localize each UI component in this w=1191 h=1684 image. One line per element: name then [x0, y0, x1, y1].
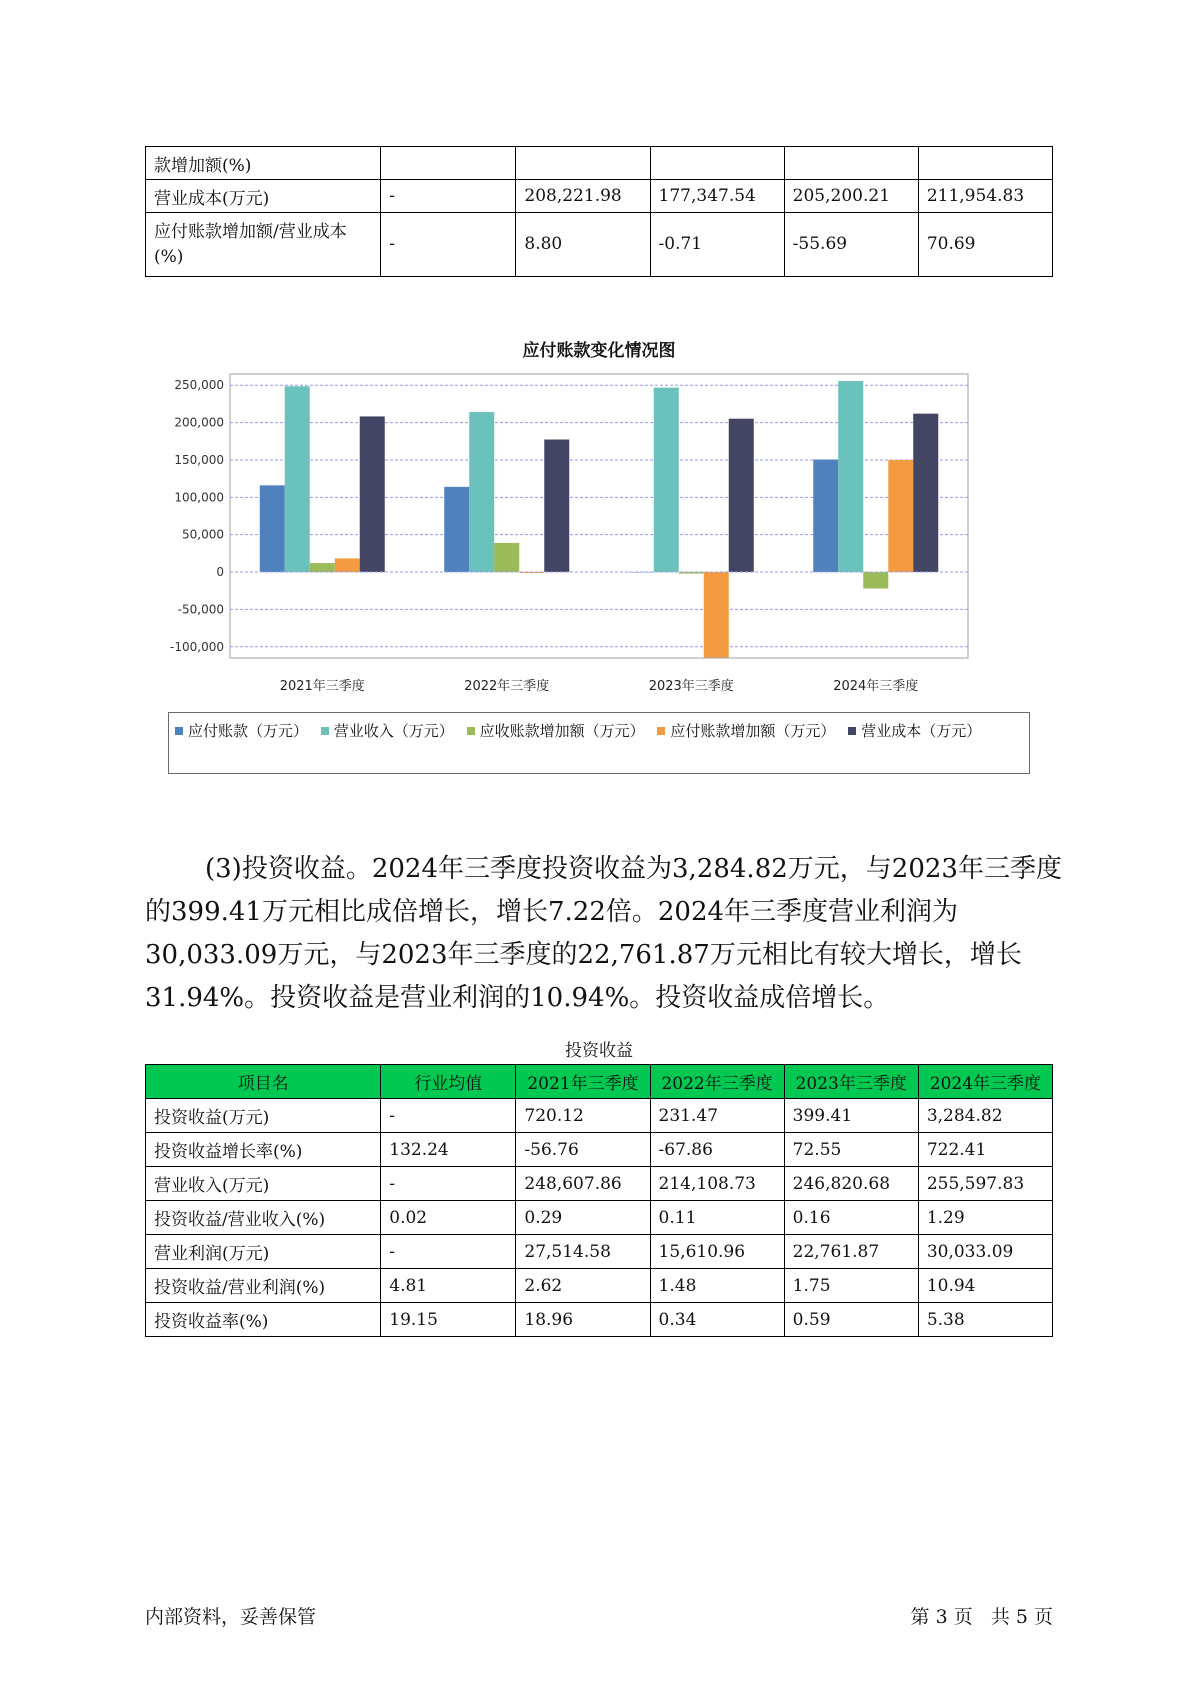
table-cell: 214,108.73: [650, 1167, 784, 1201]
column-header: 行业均值: [381, 1065, 516, 1099]
x-tick-label: 2023年三季度: [648, 679, 734, 694]
table-cell: -: [381, 180, 516, 213]
table-cell: [650, 147, 784, 180]
bar: [838, 381, 863, 572]
table-row: [146, 147, 1053, 180]
table-cell: 8.80: [516, 213, 650, 277]
table-cell: [516, 147, 650, 180]
table-cell: 205,200.21: [784, 180, 918, 213]
row-label: 营业利润(万元): [146, 1235, 381, 1269]
table-cell: 246,820.68: [784, 1167, 918, 1201]
bar: [494, 543, 519, 572]
table-cell: 722.41: [918, 1133, 1052, 1167]
chart-legend: [168, 712, 1030, 774]
row-label: 款增加额(%): [146, 147, 381, 180]
table-cell: 1.75: [784, 1269, 918, 1303]
table-row: [146, 180, 1053, 213]
row-label: 营业收入(万元): [146, 1167, 381, 1201]
bar: [335, 558, 360, 572]
table-cell: 27,514.58: [516, 1235, 650, 1269]
row-label: 投资收益率(%): [146, 1303, 381, 1337]
y-tick-label: -50,000: [177, 602, 224, 617]
y-tick-label: 100,000: [174, 490, 224, 505]
investment-paragraph: (3)投资收益。2024年三季度投资收益为3,284.82万元，与2023年三季度的399.41万元相比成倍增长，增长7.22倍。2024年三季度营业利润为30,033.09万元，与2023年三季度的22,761.87万元相比有较大增长，增长31.94%。投资收益是营业利润的10.94%。投资收益成倍增长。: [145, 854, 1062, 1013]
row-label: 投资收益/营业收入(%): [146, 1201, 381, 1235]
bar: [813, 460, 838, 572]
bar: [654, 388, 679, 572]
table-cell: 720.12: [516, 1099, 650, 1133]
legend-label: 营业成本（万元）: [861, 722, 982, 740]
footer-page-number: 第 3 页 共 5 页: [910, 1606, 1053, 1628]
bar: [260, 485, 285, 572]
chart-title: 应付账款变化情况图: [522, 341, 676, 361]
bar: [444, 487, 469, 572]
bar: [863, 572, 888, 588]
table-row: [146, 1099, 1053, 1133]
legend-item: [848, 720, 981, 741]
y-tick-label: 250,000: [174, 378, 224, 393]
table-cell: 2.62: [516, 1269, 650, 1303]
column-header: 2022年三季度: [650, 1065, 784, 1099]
table-cell: 1.48: [650, 1269, 784, 1303]
footer-confidential-note: 内部资料，妥善保管: [145, 1606, 317, 1628]
table-cell: -: [381, 1167, 516, 1201]
table-cell: [381, 147, 516, 180]
legend-swatch: [321, 727, 329, 735]
table-cell: 19.15: [381, 1303, 516, 1337]
table-cell: 4.81: [381, 1269, 516, 1303]
bar: [360, 416, 385, 572]
bar: [729, 419, 754, 572]
table-row: [146, 1235, 1053, 1269]
table-cell: [918, 147, 1052, 180]
table-cell: 0.16: [784, 1201, 918, 1235]
table-cell: 1.29: [918, 1201, 1052, 1235]
bar: [469, 412, 494, 572]
table-cell: -: [381, 1099, 516, 1133]
bar: [544, 440, 569, 573]
row-label: 应付账款增加额/营业成本(%): [146, 213, 381, 277]
legend-item: [175, 720, 308, 741]
payables-bar-chart: [160, 370, 1030, 710]
table-cell: 72.55: [784, 1133, 918, 1167]
y-tick-label: 50,000: [182, 527, 224, 542]
y-tick-label: -100,000: [170, 639, 224, 654]
table-cell: 18.96: [516, 1303, 650, 1337]
row-label: 投资收益(万元): [146, 1099, 381, 1133]
legend-swatch: [848, 727, 856, 735]
x-tick-label: 2021年三季度: [279, 679, 365, 694]
investment-income-table: [145, 1064, 1053, 1337]
legend-swatch: [467, 727, 475, 735]
table-row: [146, 1133, 1053, 1167]
column-header: 项目名: [146, 1065, 381, 1099]
table-cell: 22,761.87: [784, 1235, 918, 1269]
bar: [704, 572, 729, 657]
table-cell: 5.38: [918, 1303, 1052, 1337]
table-cell: 30,033.09: [918, 1235, 1052, 1269]
table-row: [146, 1303, 1053, 1337]
table-cell: 177,347.54: [650, 180, 784, 213]
table-cell: -55.69: [784, 213, 918, 277]
legend-swatch: [657, 727, 665, 735]
legend-label: 营业收入（万元）: [333, 722, 454, 740]
table-cell: 0.29: [516, 1201, 650, 1235]
table-cell: 211,954.83: [918, 180, 1052, 213]
table-cell: 15,610.96: [650, 1235, 784, 1269]
table-cell: -0.71: [650, 213, 784, 277]
column-header: 2021年三季度: [516, 1065, 650, 1099]
legend-item: [321, 720, 454, 741]
legend-item: [467, 720, 645, 741]
bar: [285, 386, 310, 572]
table-cell: 132.24: [381, 1133, 516, 1167]
legend-label: 应收账款增加额（万元）: [479, 722, 645, 740]
table-cell: 70.69: [918, 213, 1052, 277]
table-row: [146, 213, 1053, 277]
table-cell: 10.94: [918, 1269, 1052, 1303]
table-cell: 0.11: [650, 1201, 784, 1235]
table-cell: [784, 147, 918, 180]
bar: [310, 563, 335, 572]
x-tick-label: 2022年三季度: [464, 679, 550, 694]
table-cell: 231.47: [650, 1099, 784, 1133]
legend-label: 应付账款（万元）: [188, 722, 309, 740]
legend-label: 应付账款增加额（万元）: [670, 722, 836, 740]
y-tick-label: 200,000: [174, 415, 224, 430]
table-cell: 248,607.86: [516, 1167, 650, 1201]
legend-item: [657, 720, 835, 741]
y-tick-label: 0: [216, 565, 224, 580]
table-cell: -: [381, 213, 516, 277]
table-cell: 208,221.98: [516, 180, 650, 213]
bar: [913, 414, 938, 572]
table-row: [146, 1269, 1053, 1303]
payables-table-continued: [145, 146, 1053, 277]
row-label: 投资收益/营业利润(%): [146, 1269, 381, 1303]
column-header: 2023年三季度: [784, 1065, 918, 1099]
x-tick-label: 2024年三季度: [833, 679, 919, 694]
table-row: [146, 1201, 1053, 1235]
legend-swatch: [175, 727, 183, 735]
table-row: [146, 1167, 1053, 1201]
table-cell: 0.34: [650, 1303, 784, 1337]
table-cell: -: [381, 1235, 516, 1269]
table-cell: -67.86: [650, 1133, 784, 1167]
table-cell: 0.59: [784, 1303, 918, 1337]
table-cell: 399.41: [784, 1099, 918, 1133]
table-cell: 255,597.83: [918, 1167, 1052, 1201]
table-caption: 投资收益: [565, 1041, 633, 1061]
table-cell: 3,284.82: [918, 1099, 1052, 1133]
column-header: 2024年三季度: [918, 1065, 1052, 1099]
bar: [888, 460, 913, 572]
table-cell: 0.02: [381, 1201, 516, 1235]
row-label: 投资收益增长率(%): [146, 1133, 381, 1167]
table-header-row: [146, 1065, 1053, 1099]
row-label: 营业成本(万元): [146, 180, 381, 213]
table-cell: -56.76: [516, 1133, 650, 1167]
y-tick-label: 150,000: [174, 452, 224, 467]
